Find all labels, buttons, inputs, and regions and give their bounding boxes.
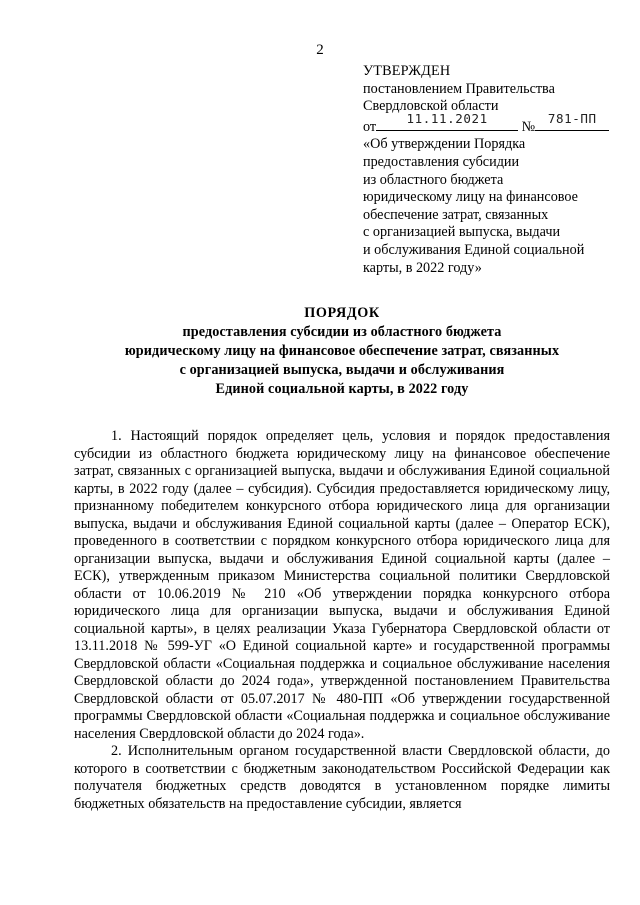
paragraph-1: 1. Настоящий порядок определяет цель, условия и порядок предоставления субсидии из областного бюджета юридическому лицу на финансовое обеспечение затрат, связанных с организацией выпуска, выдачи и обслуживания Единой социальной карты, в 2022 году (далее – субсидия). Субсидия предоставляется юридическому лицу, признанному победителем конкурсного отбора юридического лица для организации выпуска, выдачи и обслуживания Единой социальной карты (далее – Оператор ЕСК), проведенного в соответствии с порядком конкурсного отбора юридического лица для организации выпуска, выдачи и обслуживания Единой социальной карты (далее – ЕСК), утвержденным приказом Министерства социальной политики Свердловской области от 10.06.2019 № 210 «Об утверждении порядка конкурсного отбора юридического лица для организации выпуска, выдачи и обслуживания Единой социальной карты», в целях реализации Указа Губернатора Свердловской области от 13.11.2018 № 599-УГ «О Единой социальной карте» и государственной программы Свердловской области «Социальная поддержка и социальное обслуживание населения Свердловской области до 2024 года», утвержденной постановлением Правительства Свердловской области от 05.07.2017 № 480-ПП «Об утверждении государственной программы Свердловской области «Социальная поддержка и социальное обслуживание населения Свердловской области до 2024 года». xyxy=(74,428,610,742)
approval-title-line: карты, в 2022 году» xyxy=(363,259,482,276)
date-prefix: от xyxy=(363,118,377,135)
approval-date-number-line xyxy=(363,110,625,137)
number-blank xyxy=(535,110,609,131)
approval-title-line: из областного бюджета xyxy=(363,171,504,188)
approval-title-line: «Об утверждении Порядка xyxy=(363,136,526,153)
page-number: 2 xyxy=(316,42,324,58)
document-title-line: Единой социальной карты, в 2022 году xyxy=(215,381,469,397)
date-value: 11.11.2021 xyxy=(406,110,488,126)
document-body xyxy=(74,428,610,813)
document-title-main: ПОРЯДОК xyxy=(304,305,380,321)
approval-title-line: с организацией выпуска, выдачи xyxy=(363,224,561,241)
approval-line-2: Свердловской области xyxy=(363,98,499,115)
approval-title-line: и обслуживания Единой социальной xyxy=(363,241,585,258)
date-blank xyxy=(376,110,518,131)
document-title-line: предоставления субсидии из областного бюджета xyxy=(182,324,502,340)
number-value: 781-ПП xyxy=(547,110,597,126)
approval-line-1: постановлением Правительства xyxy=(363,80,555,97)
document-title-line: с организацией выпуска, выдачи и обслуживания xyxy=(179,362,505,378)
approval-title-line: обеспечение затрат, связанных xyxy=(363,206,549,223)
approval-stamp xyxy=(363,63,625,277)
approval-title-line: юридическому лицу на финансовое xyxy=(363,189,578,206)
document-title xyxy=(40,304,640,399)
approval-title-line: предоставления субсидии xyxy=(363,153,520,170)
document-title-line: юридическому лицу на финансовое обеспечение затрат, связанных xyxy=(124,343,560,359)
paragraph-2: 2. Исполнительным органом государственной власти Свердловской области, до которого в соответствии с бюджетным законодательством Российской Федерации как получателя бюджетных средств доводятся в установленном порядке лимиты бюджетных обязательств на предоставление субсидии, является xyxy=(74,743,610,812)
approval-heading: УТВЕРЖДЕН xyxy=(363,63,451,79)
number-prefix: № xyxy=(521,118,536,135)
